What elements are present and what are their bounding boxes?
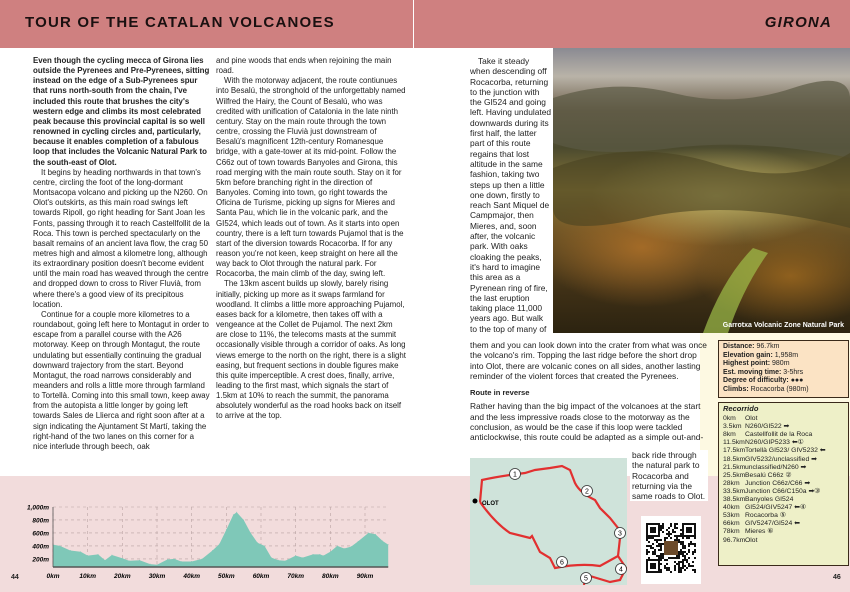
- elevation-point: [236, 512, 237, 513]
- recorrido-desc: GIV5247/GI524 ⬅: [745, 520, 800, 528]
- elevation-point: [70, 550, 71, 551]
- elevation-point: [295, 555, 296, 556]
- elevation-area: [53, 512, 388, 567]
- map-marker-4: [616, 564, 627, 575]
- elevation-point: [157, 564, 158, 565]
- recorrido-row: [723, 439, 844, 447]
- left-column-2: [216, 56, 406, 422]
- recorrido-km: 17.5km: [723, 447, 746, 455]
- section-heading: Route in reverse: [470, 388, 530, 398]
- x-tick-label: 10km: [79, 573, 96, 580]
- stat-row: [723, 352, 844, 361]
- x-tick-label: 60km: [252, 573, 270, 580]
- recorrido-row: [723, 504, 844, 512]
- recorrido-row: [723, 464, 844, 472]
- elevation-point: [191, 561, 192, 562]
- stat-label: Est. moving time:: [723, 368, 782, 376]
- svg-text:1: 1: [513, 471, 517, 479]
- mountain-silhouettes: [553, 48, 850, 333]
- elevation-profile-chart: [0, 497, 400, 582]
- stat-value: 3-5hrs: [783, 368, 804, 376]
- elevation-point: [139, 560, 140, 561]
- y-tick-label: 600m: [32, 530, 49, 538]
- elevation-point: [351, 546, 352, 547]
- body-paragraph: Continue for a couple more kilometres to a roundabout, going left here to Montagut in order to escape from a parallel course with the A26 motorway. Keep on through Montagut, the route undulating but essentially continuing the gradual downward trajectory from the start. Beyond Montagut, the road narrows considerably and meanders and rolls a little more through farmland to Tortellà. Coming into this small town, keep away from the autopista a little longer by going left towards Sales de Llierca and right soon after at a sign indicating the Ajuntament St Martí, taking the right-hand of the two lanes on this corner for a nice interlude through beech, oak: [33, 309, 210, 451]
- svg-text:6: 6: [560, 559, 564, 567]
- body-paragraph: back ride through the natural park to Rocacorba and returning via the same roads to Olot.: [632, 450, 706, 502]
- elevation-point: [243, 520, 244, 521]
- recorrido-km: 3.5km: [723, 423, 742, 431]
- elevation-point: [212, 550, 213, 551]
- elevation-point: [122, 558, 123, 559]
- map-marker-2: [582, 486, 593, 497]
- recorrido-row: [723, 520, 844, 528]
- stat-value: 1,958m: [774, 351, 799, 359]
- left-page-header: [0, 0, 413, 48]
- elevation-point: [271, 557, 272, 558]
- route-stats-box: [718, 340, 849, 398]
- recorrido-desc: Castellfollit de la Roca: [745, 431, 813, 439]
- map-marker-1: [510, 469, 521, 480]
- body-paragraph: and pine woods that ends when rejoining the main road.: [216, 56, 392, 76]
- elevation-point: [358, 541, 359, 542]
- x-tick-label: 70km: [287, 573, 304, 580]
- y-tick-label: 1,000m: [26, 504, 49, 512]
- elevation-point: [105, 560, 106, 561]
- elevation-point: [250, 533, 251, 534]
- stat-value: ●●●: [790, 377, 804, 385]
- stat-label: Climbs:: [723, 385, 749, 393]
- recorrido-km: 25.5km: [723, 471, 746, 479]
- right-narrow-column: [470, 56, 551, 334]
- stat-label: Degree of difficulty:: [723, 377, 789, 385]
- recorrido-km: 66km: [723, 520, 740, 528]
- recorrido-km: 40km: [723, 504, 740, 512]
- qr-code-pattern: [646, 523, 696, 573]
- elevation-point: [313, 554, 314, 555]
- recorrido-row: [723, 488, 844, 496]
- article-title: TOUR OF THE CATALAN VOLCANOES: [25, 14, 335, 31]
- recorrido-desc: Mieres ⑥: [745, 528, 774, 536]
- recorrido-desc: Rocacorba ⑤: [745, 512, 786, 520]
- elevation-point: [257, 542, 258, 543]
- stat-label: Highest point:: [723, 360, 771, 368]
- elevation-point: [337, 546, 338, 547]
- stat-row: [723, 369, 844, 378]
- stat-label: Distance:: [723, 343, 755, 350]
- reverse-tail-text: [630, 450, 708, 501]
- intro-paragraph: Even though the cycling mecca of Girona lies outside the Pyrenees and Pre-Pyrenees, sitting instead on the edge of a Sub-Pyrenees spur that runs north-south from the chain, I've included this route that brushes the city's western edge and climbs its most celebrated peak because this provincial capital is so well renowned in cycling circles and, particularly, because it enables completion of a fabulous loop that includes the Volcanic Natural Park to the south-east of Olot.: [33, 56, 210, 167]
- recorrido-km: 33.5km: [723, 487, 746, 495]
- recorrido-km: 8km: [723, 431, 736, 439]
- recorrido-km: 18.5km: [723, 455, 746, 463]
- stat-value: Rocacorba (980m): [750, 385, 809, 393]
- map-marker-6: [557, 557, 568, 568]
- recorrido-desc: Besalú C66z ②: [745, 471, 792, 479]
- elevation-point: [202, 558, 203, 559]
- elevation-point: [330, 551, 331, 552]
- recorrido-desc: GI524/GIV5247 ⬅④: [745, 504, 806, 512]
- elevation-point: [375, 534, 376, 535]
- elevation-point: [226, 529, 227, 530]
- body-paragraph: them and you can look down into the crater from what was once the volcano's rim. Topping the last ridge before the short drop into Olot, there are volcanic cones on all sides, another lasting reminder of the violent forces that created the Pyrenees.: [470, 340, 707, 381]
- recorrido-row: [723, 496, 844, 504]
- y-tick-label: 800m: [32, 517, 49, 525]
- recorrido-row: [723, 472, 844, 480]
- recorrido-km: 21.5km: [723, 463, 746, 471]
- stat-row: [723, 343, 844, 352]
- recorrido-row: [723, 512, 844, 520]
- elevation-point: [233, 514, 234, 515]
- elevation-point: [320, 554, 321, 555]
- x-tick-label: 90km: [356, 573, 374, 580]
- elevation-point: [388, 544, 389, 545]
- body-paragraph: Rather having than the big impact of the volcanoes at the start and the less impressive roads close to the motorway as the conclusion, as would be the case if this loop were tackled anticlockwise, this route could be adapted as a simple out-and-: [470, 401, 704, 443]
- route-map: [470, 458, 627, 585]
- svg-text:5: 5: [584, 575, 588, 583]
- y-tick-label: 200m: [32, 556, 49, 564]
- body-paragraph: With the motorway adjacent, the route contiunues into Besalú, the stronghold of the unforgettably named Wilfred the Hairy, the Count of Besalú, who was credited with unification of Catalonia in the late ninth century. Stay on the main route through the town centre, crossing the Fluvià just downstream of Besalú's magnificent 12th-century Romanesque bridge, with a gate-tower at its mid-point. Follow the C66z out of town towards Banyoles and Girona, this road merging with the main route south. Stay on it for 5km before branching right in the direction of Banyoles. Coming into town, go right towards the Oficina de Turisme, picking up signs for Mieres and Santa Pau, which lie in the volcanic park, and the GI524, which leads out of town. As it starts into open country, there is a left turn towards Pujamol that is the start of the diversion towards Rocacorba. If for any reason you're not keen, keep straight on here all the way back to Olot through the natural park. For Rocacorba, the main climb of the day, swing left.: [216, 76, 406, 279]
- recorrido-row: [723, 528, 844, 536]
- body-paragraph: It begins by heading northwards in that town's centre, circling the foot of the long-dormant Montsacopa volcano and picking up the N260. On Olot's outskirts, as this main road swings left towards Ripoll, go right heading for Sant Joan les Fonts, passing through it to reach Castellfollit de la Roca. This town is perched spectacularly on the basalt remains of an ancient lava flow, the crag 50 metres high and almost a kilometre long, although its extraordinary position doesn't become evident until the main road has weaved through the centre and dropped down to cross to River Fluvià, from where there's a good view of its precipitous location.: [33, 167, 210, 309]
- elevation-point: [87, 555, 88, 556]
- recorrido-km: 11.5km: [723, 439, 745, 447]
- region-title: GIRONA: [764, 14, 832, 31]
- stat-row: [723, 360, 844, 369]
- elevation-point: [264, 546, 265, 547]
- elevation-point: [368, 533, 369, 534]
- page-number-right: 46: [833, 574, 841, 581]
- map-marker-3: [615, 528, 626, 539]
- body-paragraph: The 13km ascent builds up slowly, barely rising initially, picking up more as it swaps farmland for woodland. It climbs a little more approaching Pujamol, eases back for a kilometre, then takes off with a vengeance at the Collet de Pujamol. The next 2km are close to 11%, the telecoms masts at the summit occasionally visible through a corridor of oaks. As long views emerge to the north on the right, there is a slight easing, but frequent sections in double figures make this quite imperceptible. A crest does, finally, arrive, leading to the first mast, which signals the start of 1.5km at 10% to reach the summit, the panorama absolutely wonderful as the road hooks back on itself to arrive at the top.: [216, 279, 406, 421]
- x-tick-label: 20km: [114, 573, 131, 580]
- stat-row: [723, 377, 844, 386]
- elevation-point: [80, 551, 81, 552]
- recorrido-km: 96.7km: [723, 536, 746, 544]
- qr-code[interactable]: [641, 516, 701, 584]
- x-tick-label: 40km: [183, 573, 200, 580]
- elevation-point: [174, 558, 175, 559]
- recorrido-desc: N260/GI522 ➡: [745, 423, 790, 431]
- x-tick-label: 80km: [322, 573, 339, 580]
- recorrido-km: 0km: [723, 415, 736, 423]
- elevation-point: [302, 557, 303, 558]
- elevation-point: [167, 559, 168, 560]
- recorrido-row: [723, 537, 844, 545]
- y-tick-label: 400m: [32, 543, 49, 551]
- map-town-label: OLOT: [482, 501, 499, 507]
- right-page-header: [414, 0, 850, 48]
- olot-dot: [473, 499, 478, 504]
- body-paragraph: Take it steady when descending off Rocacorba, returning to the junction with the GI524 and going left. Having undulated downwards during its first half, the latter part of this route regains that lost altitude in the same fashion, taking two steps up then a little one down, firstly to reach Sant Miquel de Campmajor, then Mieres, and, soon after, the volcanic park. With oaks cloaking the peaks, it's hard to imagine this area as a Pyrenean ring of fire, the last eruption taking place 11,000 years ago. But walk to the top of many of: [470, 56, 552, 334]
- recorrido-desc: Tortellà GI523/ GIV5232 ⬅: [745, 447, 826, 455]
- route-map-svg: [470, 458, 627, 585]
- svg-text:4: 4: [619, 566, 623, 574]
- photo-caption: Garrotxa Volcanic Zone Natural Park: [722, 322, 844, 329]
- svg-text:3: 3: [618, 530, 622, 538]
- recorrido-row: [723, 456, 844, 464]
- stat-value: 96.7km: [756, 343, 780, 350]
- recorrido-desc: N260/GIP5233 ⬅①: [745, 439, 804, 447]
- landscape-photo: [553, 48, 850, 333]
- elevation-point: [60, 546, 61, 547]
- elevation-point: [150, 564, 151, 565]
- recorrido-desc: Banyoles GI524: [745, 496, 794, 504]
- recorrido-box: [718, 402, 849, 566]
- svg-text:2: 2: [585, 488, 589, 496]
- recorrido-title: Recorrido: [723, 404, 759, 413]
- recorrido-row: [723, 423, 844, 431]
- right-wide-column: [470, 340, 708, 443]
- recorrido-desc: Olot: [745, 415, 758, 423]
- recorrido-desc: GIV5232/unclassified ➡: [745, 455, 817, 463]
- recorrido-row: [723, 415, 844, 423]
- elevation-point: [129, 560, 130, 561]
- recorrido-row: [723, 480, 844, 488]
- x-tick-label: 30km: [148, 573, 166, 580]
- recorrido-row: [723, 447, 844, 455]
- recorrido-desc: Junction C66z/C66 ➡: [745, 479, 811, 487]
- stat-label: Elevation gain:: [723, 351, 773, 359]
- recorrido-km: 38.5km: [723, 496, 746, 504]
- recorrido-desc: Olot: [745, 536, 758, 544]
- recorrido-km: 78km: [723, 528, 740, 536]
- x-tick-label: 50km: [218, 573, 235, 580]
- recorrido-desc: unclassified/N260 ➡: [745, 463, 807, 471]
- page-number-left: 44: [11, 574, 19, 581]
- elevation-point: [98, 554, 99, 555]
- recorrido-km: 28km: [723, 479, 740, 487]
- elevation-point: [323, 555, 324, 556]
- elevation-point: [285, 560, 286, 561]
- map-marker-5: [581, 573, 592, 584]
- elevation-point: [344, 548, 345, 549]
- left-column-1: [33, 56, 210, 452]
- stat-row: [723, 386, 844, 395]
- elevation-point: [278, 560, 279, 561]
- recorrido-desc: Junction C66/C150a ➡③: [745, 487, 821, 495]
- elevation-point: [112, 555, 113, 556]
- x-tick-label: 0km: [46, 573, 60, 580]
- elevation-point: [219, 544, 220, 545]
- elevation-point: [382, 540, 383, 541]
- route-line: [480, 466, 626, 585]
- elevation-point: [181, 561, 182, 562]
- stat-value: 980m: [772, 360, 790, 368]
- recorrido-km: 53km: [723, 512, 740, 520]
